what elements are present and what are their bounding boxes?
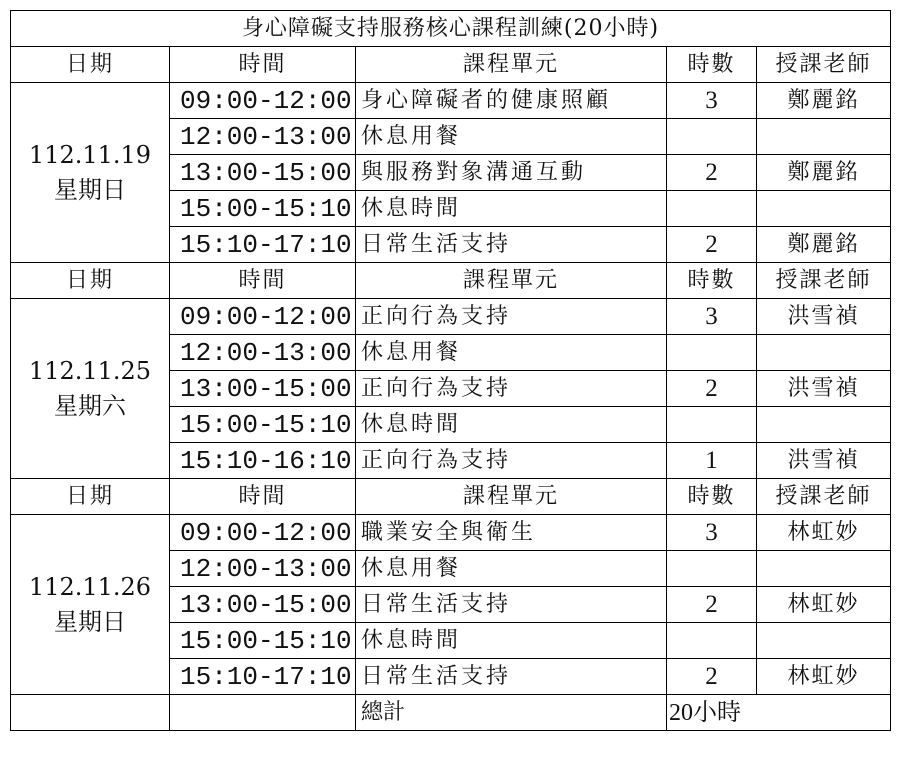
teacher-cell (757, 407, 891, 443)
total-empty-date (11, 695, 170, 731)
header-unit: 課程單元 (356, 47, 667, 83)
hours-cell: 1 (667, 443, 757, 479)
time-cell: 13:00-15:00 (170, 371, 356, 407)
hours-cell (667, 191, 757, 227)
teacher-cell (757, 191, 891, 227)
header-row (11, 263, 891, 299)
teacher-cell: 洪雪禎 (757, 443, 891, 479)
unit-cell: 職業安全與衛生 (356, 515, 667, 551)
total-empty-time (170, 695, 356, 731)
time-cell: 15:00-15:10 (170, 623, 356, 659)
time-cell: 09:00-12:00 (170, 299, 356, 335)
date-value: 112.11.26 (28, 572, 152, 601)
page-title: 身心障礙支持服務核心課程訓練(20小時) (11, 11, 891, 47)
header-date: 日期 (11, 263, 170, 299)
teacher-cell: 林虹妙 (757, 515, 891, 551)
header-unit: 課程單元 (356, 263, 667, 299)
unit-cell: 休息時間 (356, 407, 667, 443)
time-cell: 09:00-12:00 (170, 515, 356, 551)
hours-cell: 2 (667, 587, 757, 623)
teacher-cell (757, 119, 891, 155)
hours-cell: 3 (667, 299, 757, 335)
header-hours: 時數 (667, 479, 757, 515)
date-cell (11, 299, 170, 479)
time-cell: 13:00-15:00 (170, 587, 356, 623)
time-cell: 15:00-15:10 (170, 407, 356, 443)
hours-cell (667, 551, 757, 587)
teacher-cell (757, 623, 891, 659)
header-date: 日期 (11, 479, 170, 515)
time-cell: 12:00-13:00 (170, 335, 356, 371)
header-time: 時間 (170, 479, 356, 515)
table-row (11, 515, 891, 551)
header-date: 日期 (11, 47, 170, 83)
teacher-cell: 洪雪禎 (757, 371, 891, 407)
weekday-value: 星期六 (54, 391, 126, 420)
unit-cell: 正向行為支持 (356, 371, 667, 407)
date-value: 112.11.25 (28, 356, 152, 385)
hours-cell (667, 623, 757, 659)
header-teacher: 授課老師 (757, 47, 891, 83)
header-unit: 課程單元 (356, 479, 667, 515)
date-cell (11, 515, 170, 695)
header-teacher: 授課老師 (757, 263, 891, 299)
header-time: 時間 (170, 263, 356, 299)
unit-cell: 日常生活支持 (356, 659, 667, 695)
header-teacher: 授課老師 (757, 479, 891, 515)
table-row (11, 299, 891, 335)
unit-cell: 日常生活支持 (356, 227, 667, 263)
weekday-value: 星期日 (54, 607, 126, 636)
unit-cell: 身心障礙者的健康照顧 (356, 83, 667, 119)
hours-cell (667, 407, 757, 443)
table-row (11, 83, 891, 119)
hours-cell (667, 335, 757, 371)
hours-cell: 2 (667, 371, 757, 407)
hours-cell: 3 (667, 83, 757, 119)
header-row (11, 479, 891, 515)
weekday-value: 星期日 (54, 175, 126, 204)
hours-cell: 3 (667, 515, 757, 551)
date-cell (11, 83, 170, 263)
total-row (11, 695, 891, 731)
unit-cell: 正向行為支持 (356, 299, 667, 335)
course-schedule-table (10, 10, 891, 731)
unit-cell: 休息用餐 (356, 551, 667, 587)
date-value: 112.11.19 (28, 140, 152, 169)
header-row (11, 47, 891, 83)
total-label: 總計 (356, 695, 667, 731)
header-hours: 時數 (667, 263, 757, 299)
unit-cell: 正向行為支持 (356, 443, 667, 479)
teacher-cell: 鄭麗銘 (757, 83, 891, 119)
unit-cell: 休息用餐 (356, 119, 667, 155)
teacher-cell: 林虹妙 (757, 587, 891, 623)
unit-cell: 休息時間 (356, 623, 667, 659)
hours-cell: 2 (667, 155, 757, 191)
time-cell: 12:00-13:00 (170, 551, 356, 587)
unit-cell: 日常生活支持 (356, 587, 667, 623)
teacher-cell: 洪雪禎 (757, 299, 891, 335)
title-row (11, 11, 891, 47)
time-cell: 09:00-12:00 (170, 83, 356, 119)
unit-cell: 休息時間 (356, 191, 667, 227)
time-cell: 15:10-17:10 (170, 227, 356, 263)
time-cell: 15:10-16:10 (170, 443, 356, 479)
teacher-cell (757, 551, 891, 587)
teacher-cell: 鄭麗銘 (757, 155, 891, 191)
header-hours: 時數 (667, 47, 757, 83)
teacher-cell (757, 335, 891, 371)
total-value: 20小時 (667, 695, 891, 731)
teacher-cell: 鄭麗銘 (757, 227, 891, 263)
schedule-body (11, 11, 891, 731)
header-time: 時間 (170, 47, 356, 83)
hours-cell: 2 (667, 659, 757, 695)
teacher-cell: 林虹妙 (757, 659, 891, 695)
time-cell: 12:00-13:00 (170, 119, 356, 155)
unit-cell: 與服務對象溝通互動 (356, 155, 667, 191)
time-cell: 15:00-15:10 (170, 191, 356, 227)
hours-cell: 2 (667, 227, 757, 263)
unit-cell: 休息用餐 (356, 335, 667, 371)
time-cell: 13:00-15:00 (170, 155, 356, 191)
time-cell: 15:10-17:10 (170, 659, 356, 695)
hours-cell (667, 119, 757, 155)
